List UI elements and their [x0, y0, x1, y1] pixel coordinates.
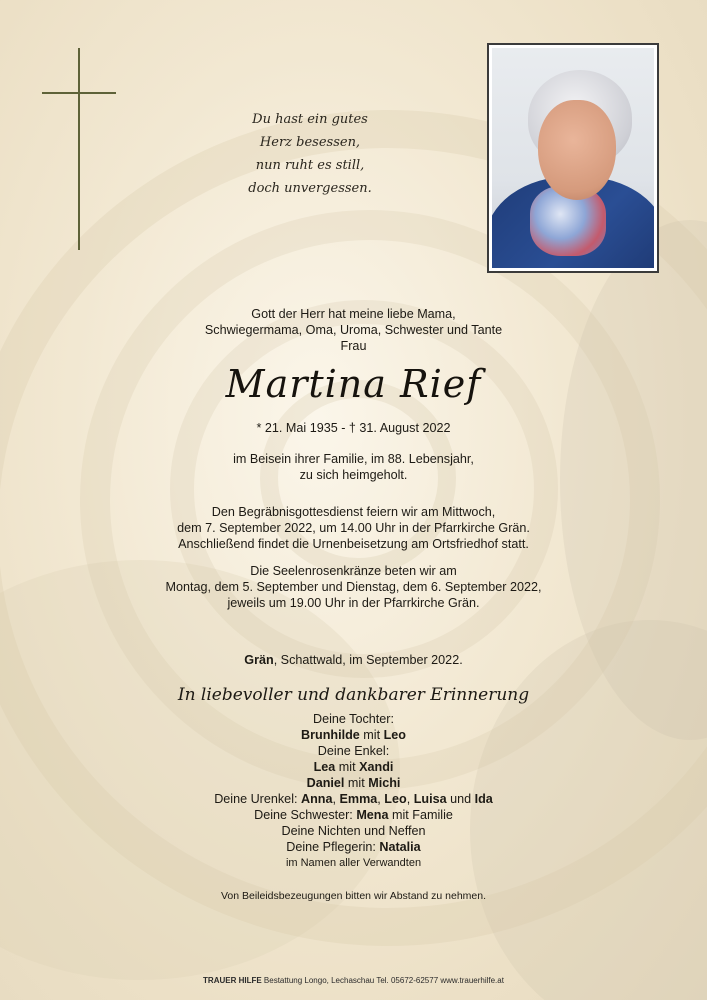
funeral-info	[0, 504, 707, 552]
mourner-sep: ,	[332, 792, 340, 806]
mourner-line	[0, 839, 707, 855]
footer-brand: TRAUER HILFE	[203, 976, 262, 985]
mourner-label: Deine Urenkel:	[214, 792, 301, 806]
mourner-name: Leo	[383, 728, 406, 742]
cross-icon	[78, 48, 80, 250]
mourner-rest: mit Familie	[388, 808, 453, 822]
footer	[0, 976, 707, 985]
memory-heading: In liebevoller und dankbarer Erinnerung	[177, 685, 530, 705]
mourner-sep: ,	[406, 792, 414, 806]
mourner-name: Daniel	[306, 776, 345, 790]
funeral-line: dem 7. September 2022, um 14.00 Uhr in der Pfarrkirche Grän.	[177, 521, 530, 535]
poem-line: Herz besessen,	[259, 135, 361, 150]
funeral-line: Den Begräbnisgottesdienst feiern wir am Mittwoch,	[211, 505, 496, 519]
mourner-name: Ida	[474, 792, 493, 806]
mourner-connector: mit	[359, 728, 384, 742]
rosary-line: jeweils um 19.00 Uhr in der Pfarrkirche Grän.	[227, 596, 480, 610]
mourner-name: Mena	[356, 808, 389, 822]
death-note-line: im Beisein ihrer Familie, im 88. Lebensjahr,	[233, 452, 474, 466]
mourner-line	[0, 759, 707, 775]
mourner-line	[0, 727, 707, 743]
poem-line: doch unvergessen.	[248, 181, 372, 196]
mourner-label: Deine Pflegerin:	[286, 840, 380, 854]
mourner-sep: und	[446, 792, 475, 806]
mourner-line	[0, 807, 707, 823]
mourner-label: Deine Schwester:	[254, 808, 357, 822]
mourner-name: Brunhilde	[301, 728, 360, 742]
poem-line: nun ruht es still,	[255, 158, 365, 173]
place-date-line	[0, 652, 707, 668]
mourner-label: Deine Tochter:	[313, 712, 394, 726]
place-name: Grän	[244, 653, 274, 667]
rosary-line: Die Seelenrosenkränze beten wir am	[250, 564, 457, 578]
mourner-line: im Namen aller Verwandten	[285, 857, 422, 869]
mourner-name: Emma	[339, 792, 378, 806]
deceased-name: Martina Rief	[225, 362, 482, 406]
dates-line: * 21. Mai 1935 - † 31. August 2022	[256, 421, 451, 435]
intro-line: Gott der Herr hat meine liebe Mama,	[251, 307, 456, 321]
place-date	[0, 652, 707, 668]
intro-block	[0, 306, 707, 354]
poem	[220, 108, 400, 200]
poem-line: Du hast ein gutes	[252, 112, 368, 127]
mourners-list	[0, 711, 707, 871]
mourner-name: Xandi	[359, 760, 394, 774]
mourner-label: Deine Enkel:	[317, 744, 390, 758]
death-note-line: zu sich heimgeholt.	[299, 468, 408, 482]
funeral-line: Anschließend findet die Urnenbeisetzung am Ortsfriedhof statt.	[178, 537, 529, 551]
life-dates	[0, 420, 707, 436]
mourner-line	[0, 791, 707, 807]
intro-line: Schwiegermama, Oma, Uroma, Schwester und Tante	[204, 323, 503, 337]
death-note	[0, 451, 707, 483]
condolence-note: Von Beileidsbezeugungen bitten wir Abstand zu nehmen.	[220, 890, 487, 902]
footer-text: Bestattung Longo, Lechaschau Tel. 05672-62577 www.trauerhilfe.at	[261, 976, 504, 985]
portrait-image	[492, 48, 654, 268]
mourner-line: Deine Nichten und Neffen	[281, 824, 426, 838]
portrait-face	[538, 100, 616, 200]
place-date-rest: , Schattwald, im September 2022.	[273, 653, 463, 667]
rosary-line: Montag, dem 5. September und Dienstag, dem 6. September 2022,	[165, 580, 542, 594]
mourner-connector: mit	[335, 760, 360, 774]
mourner-line	[0, 775, 707, 791]
mourner-name: Leo	[384, 792, 407, 806]
intro-line: Frau	[340, 339, 367, 353]
mourner-name: Anna	[301, 792, 333, 806]
mourner-connector: mit	[344, 776, 369, 790]
mourner-name: Luisa	[413, 792, 447, 806]
mourner-sep: ,	[377, 792, 385, 806]
mourner-name: Lea	[313, 760, 336, 774]
mourner-name: Michi	[368, 776, 401, 790]
cross-icon-beam	[42, 92, 116, 94]
rosary-info	[0, 563, 707, 611]
portrait-photo	[487, 43, 659, 273]
mourner-name: Natalia	[379, 840, 421, 854]
